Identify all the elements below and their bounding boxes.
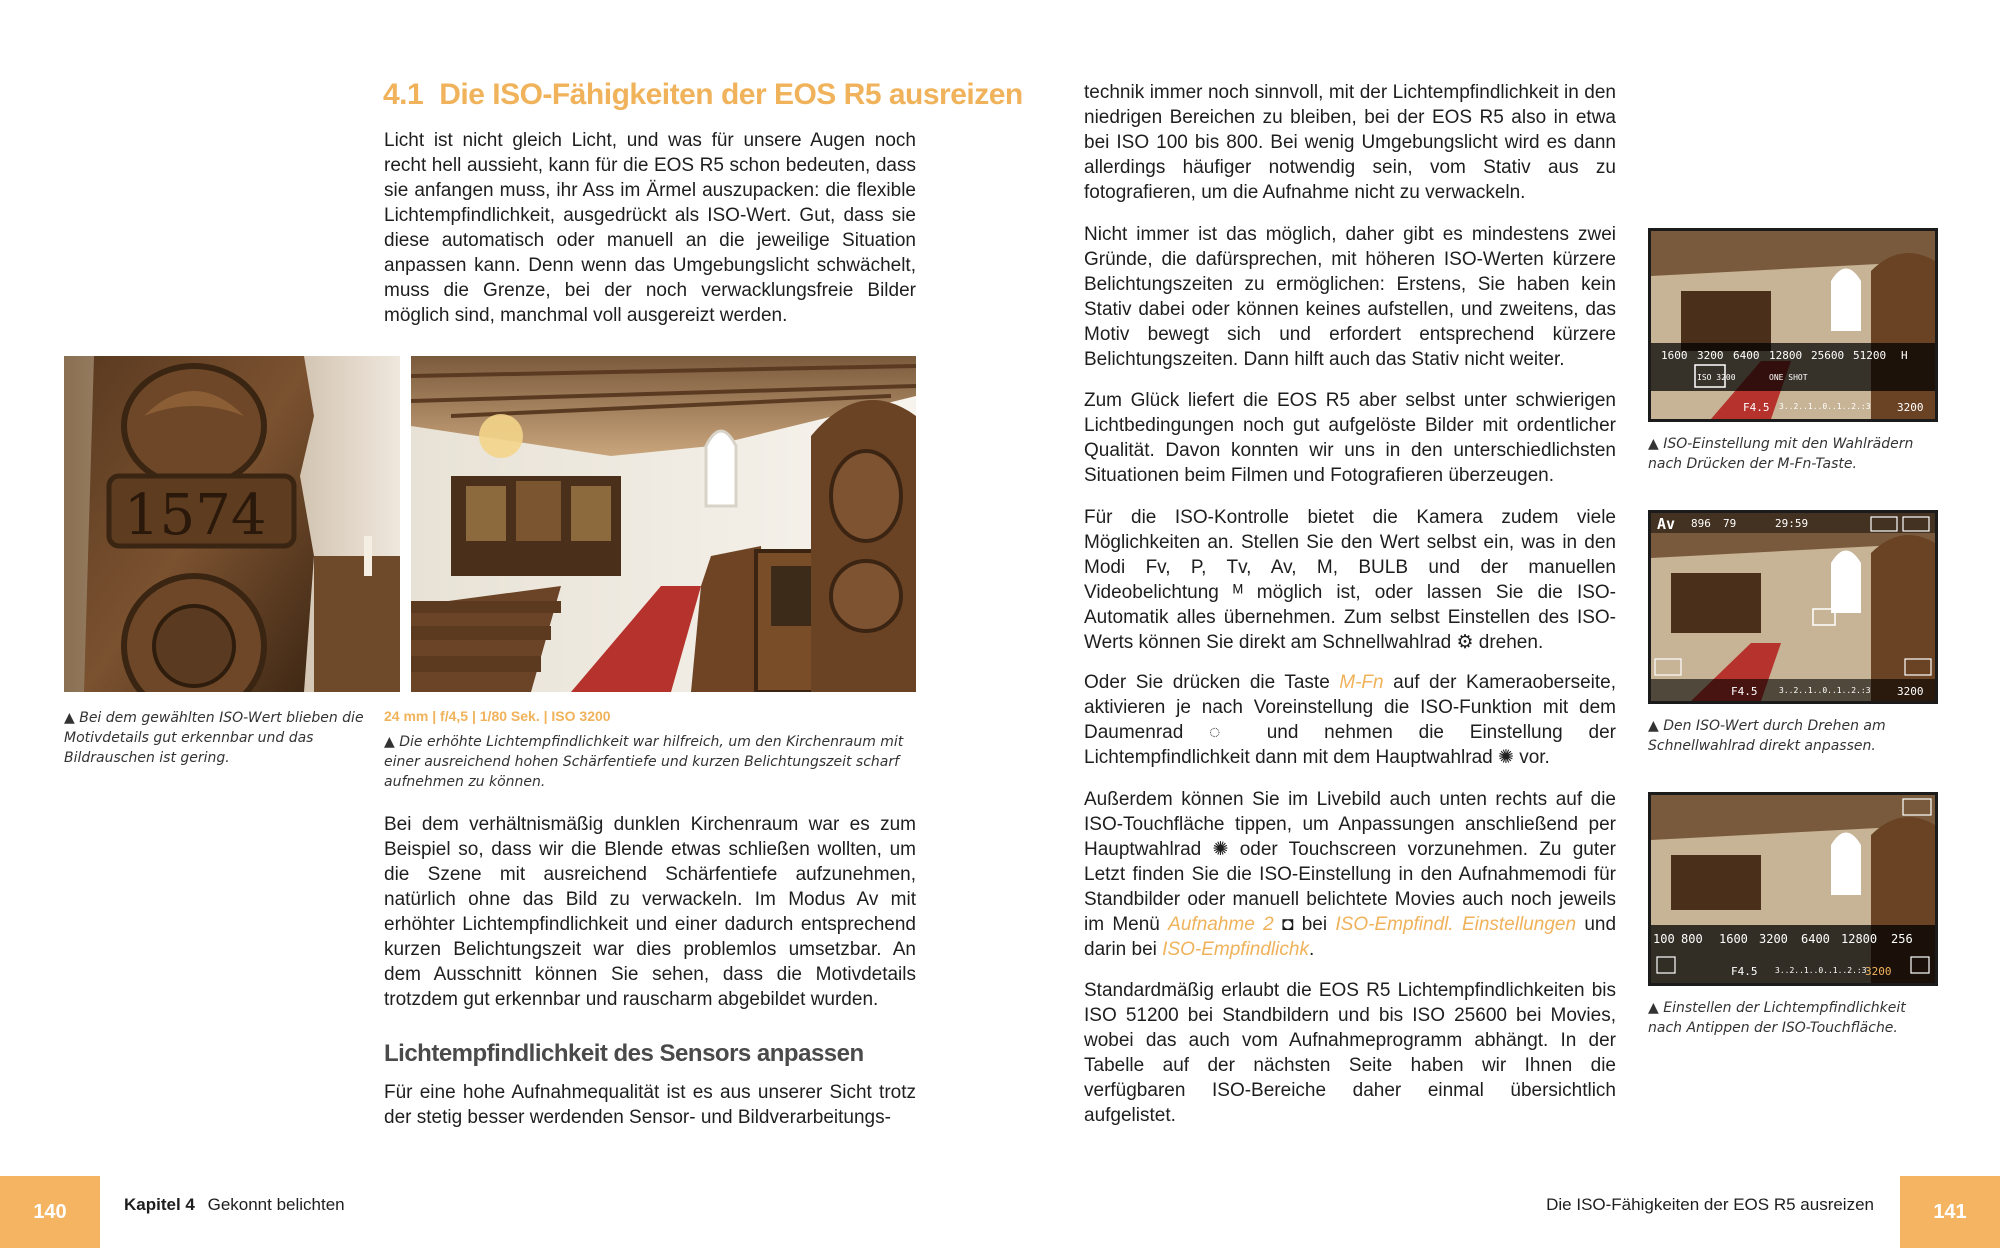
exposure-scale: 3..2..1..0..1..2.:3 — [1779, 402, 1871, 411]
aperture-value: F4.5 — [1743, 401, 1770, 414]
iso-scale — [1661, 349, 1908, 362]
chapter-title: Gekonnt belichten — [207, 1195, 345, 1214]
svg-text:256: 256 — [1891, 932, 1913, 946]
exposure-scale: 3..2..1..0..1..2.:3 — [1779, 686, 1871, 695]
svg-text:51200: 51200 — [1853, 349, 1887, 362]
photo2-caption: ▲ Die erhöhte Lichtempfindlichkeit war hilfreich, um den Kirchenraum mit einer ausreichend hohen Schärfentiefe und kurzen Belichtungszeit scharf aufnehmen zu können. — [384, 734, 904, 790]
svg-text:6400: 6400 — [1801, 932, 1830, 946]
svg-text:1600: 1600 — [1719, 932, 1748, 946]
paragraph-2: Bei dem verhältnismäßig dunklen Kirchenraum war es zum Beispiel so, dass wir die Blende etwas schließen wollten, um die Szene mit ausreichend Schärfentiefe aufzunehmen, natürlich ohne das Bild zu verwackeln. Im Modus Av mit erhöhter Lichtempfindlichkeit und einer dadurch entsprechend kurzen Belichtungszeit war dies problemlos umsetzbar. An dem Ausschnitt können Sie sehen, dass die Motivdetails trotzdem gut erkennbar und rauscharm abgebildet wurden. — [384, 814, 916, 1010]
camera-screen-2-graphic — [1651, 513, 1935, 701]
svg-text:H: H — [1901, 349, 1908, 362]
iso-display: 3200 — [1865, 965, 1892, 978]
af-mode: ONE SHOT — [1769, 373, 1808, 382]
exposure-scale: 3..2..1..0..1..2.:3 — [1775, 966, 1867, 975]
photo-church-interior — [411, 356, 916, 692]
camera-screen-quick-dial — [1648, 510, 1938, 704]
photo1-caption: ▲ Bei dem gewählten ISO-Wert blieben die Motivdetails gut erkennbar und das Bildrauschen ist gering. — [64, 710, 364, 766]
camera-screen-iso-touch — [1648, 792, 1938, 986]
record-time: 29:59 — [1775, 517, 1809, 530]
iso-touch-scale — [1653, 932, 1913, 946]
right-paragraph-3: Zum Glück liefert die EOS R5 aber selbst unter schwierigen Lichtbedingungen noch gut aufgelöste Bilder mit ordentlicher Qualität. Davon konnten wir uns in den unterschiedlichsten Situationen beim Filmen und Fotografieren überzeugen. — [1084, 390, 1616, 486]
subheading: Lichtempfindlichkeit des Sensors anpassen — [384, 1040, 864, 1067]
paragraph-3: Für eine hohe Aufnahmequalität ist es aus unserer Sicht trotz der stetig besser werdenden Sensor- und Bildverarbeitungs- — [384, 1082, 916, 1128]
svg-text:12800: 12800 — [1841, 932, 1878, 946]
menu-reference: Aufnahme 2 — [1168, 914, 1274, 935]
camera-screen-1-graphic — [1651, 231, 1935, 419]
camera-screen-3-graphic — [1651, 795, 1935, 983]
right-paragraph-4: Für die ISO-Kontrolle bietet die Kamera zudem viele Möglichkeiten an. Stellen Sie den Wert selbst ein, was in den Modi Fv, P, Tv, Av, M, BULB und der manuellen Videobelichtung ᴹ möglich ist, oder lassen Sie die ISO-Automatik alles übernehmen. Zum selbst Einstellen des ISO-Werts können Sie direkt am Schnellwahlrad ⚙ drehen. — [1084, 507, 1616, 653]
svg-text:6400: 6400 — [1733, 349, 1760, 362]
chapter-footer — [124, 1195, 345, 1215]
section-number: 4.1 — [383, 78, 424, 111]
screen2-caption: ▲ Den ISO-Wert durch Drehen am Schnellwahlrad direkt anpassen. — [1648, 718, 1886, 754]
svg-text:3200: 3200 — [1759, 932, 1788, 946]
main-dial-icon: ✺ — [1212, 839, 1229, 860]
right-paragraph-2: Nicht immer ist das möglich, daher gibt es mindestens zwei Gründe, die dafürsprechen, mit höheren ISO-Werten kürzere Belichtungszeiten zu ermöglichen: Erstens, Sie haben kein Stativ dabei oder können keines aufstellen, und zweitens, das Motiv bewegt sich und erfordert entsprechend kürzere Belichtungszeiten. Dann hilft auch das Stativ nicht weiter. — [1084, 224, 1616, 370]
intro-paragraph: Licht ist nicht gleich Licht, und was für unsere Augen noch recht hell aussieht, kann für die EOS R5 schon bedeuten, dass sie anfangen muss, ihr Ass im Ärmel auszupacken: die flexible Lichtempfindlichkeit, ausgedrückt als ISO-Wert. Gut, dass sie diese automatisch oder manuell an die jeweilige Situation anpassen kann. Denn wenn das Umgebungslicht schwächelt, muss die Grenze, bei der noch verwacklungsfreie Bilder möglich sind, manchmal voll ausgereizt werden. — [384, 130, 916, 326]
right-paragraph-1: technik immer noch sinnvoll, mit der Lichtempfindlichkeit in den niedrigen Bereichen zu bleiben, bei der EOS R5 also in etwa bei ISO 100 bis 800. Bei wenig Umgebungslicht wird es dann allerdings häufiger notwendig sein, vom Stativ aus zu fotografieren, um die Aufnahme nicht zu verwackeln. — [1084, 82, 1616, 203]
mfn-key-label: M-Fn — [1339, 672, 1384, 693]
section-heading — [383, 78, 1023, 112]
left-page-number: 140 — [0, 1176, 100, 1248]
right-paragraph-5: Oder Sie drücken die Taste M-Fn auf der Kameraoberseite, aktivieren je nach Voreinstellung die ISO-Funktion mit dem Daumenrad ◌ und nehmen die Einstellung der Lichtempfindlichkeit dann mit dem Hauptwahlrad ✺ vor. — [1084, 672, 1616, 768]
setting-reference: ISO-Empfindl. Einstellungen — [1335, 914, 1577, 935]
church-illustration — [411, 356, 916, 692]
right-paragraph-7: Standardmäßig erlaubt die EOS R5 Lichtempfindlichkeiten bis ISO 51200 bei Standbildern und bis ISO 25600 bei Movies, wobei das auch vom Aufnahmeprogramm abhängt. In der Tabelle auf der nächsten Seite haben wir Ihnen die verfügbaren ISO-Bereiche daher einmal übersichtlich aufgelistet. — [1084, 980, 1616, 1126]
section-title: Die ISO-Fähigkeiten der EOS R5 ausreizen — [439, 78, 1023, 111]
screen1-caption: ▲ ISO-Einstellung mit den Wahlrädern nach Drücken der M-Fn-Taste. — [1648, 436, 1914, 472]
aperture-value: F4.5 — [1731, 965, 1758, 978]
item-reference: ISO-Empfindlichk — [1162, 939, 1309, 960]
right-paragraph-6: Außerdem können Sie im Livebild auch unten rechts auf die ISO-Touchfläche tippen, um Anpassungen anschließend per Hauptwahlrad ✺ oder Touchscreen vorzunehmen. Zu guter Letzt finden Sie die ISO-Einstellung in den Aufnahmemodi für Standbilder oder manuell belichtete Movies auch noch jeweils im Menü Aufnahme 2 ◘ bei ISO-Empfindl. Einstellungen und darin bei ISO-Empfindlichk. — [1084, 789, 1617, 960]
photo-carving-detail — [64, 356, 400, 692]
chapter-label: Kapitel 4 — [124, 1195, 195, 1214]
iso-display: 3200 — [1897, 685, 1924, 698]
svg-text:1600: 1600 — [1661, 349, 1688, 362]
screen3-caption: ▲ Einstellen der Lichtempfindlichkeit nach Antippen der ISO-Touchfläche. — [1648, 1000, 1906, 1036]
buffer-count: 79 — [1723, 517, 1737, 530]
thumb-dial-icon: ◌ — [1209, 722, 1241, 743]
carving-year-text: 1574 — [124, 483, 267, 548]
iso-display: 3200 — [1897, 401, 1924, 414]
photo2-exif: 24 mm | f/4,5 | 1/80 Sek. | ISO 3200 — [384, 708, 611, 724]
video-mode-icon: ᴹ — [1232, 582, 1243, 603]
svg-text:12800: 12800 — [1769, 349, 1803, 362]
camera-screen-iso-wheel — [1648, 228, 1938, 422]
running-title: Die ISO-Fähigkeiten der EOS R5 ausreizen — [1546, 1195, 1874, 1214]
main-dial-icon: ✺ — [1498, 747, 1514, 768]
selected-iso: ISO 3200 — [1697, 373, 1736, 382]
right-page-number: 141 — [1900, 1176, 2000, 1248]
quick-dial-icon: ⚙ — [1456, 632, 1474, 653]
camera-icon: ◘ — [1281, 914, 1294, 935]
shots-remaining: 896 — [1691, 517, 1711, 530]
svg-text:25600: 25600 — [1811, 349, 1845, 362]
aperture-value: F4.5 — [1731, 685, 1758, 698]
svg-text:100: 100 — [1653, 932, 1675, 946]
carving-illustration — [64, 356, 400, 692]
svg-text:800: 800 — [1681, 932, 1703, 946]
shooting-mode: Av — [1657, 515, 1676, 533]
svg-text:3200: 3200 — [1697, 349, 1724, 362]
